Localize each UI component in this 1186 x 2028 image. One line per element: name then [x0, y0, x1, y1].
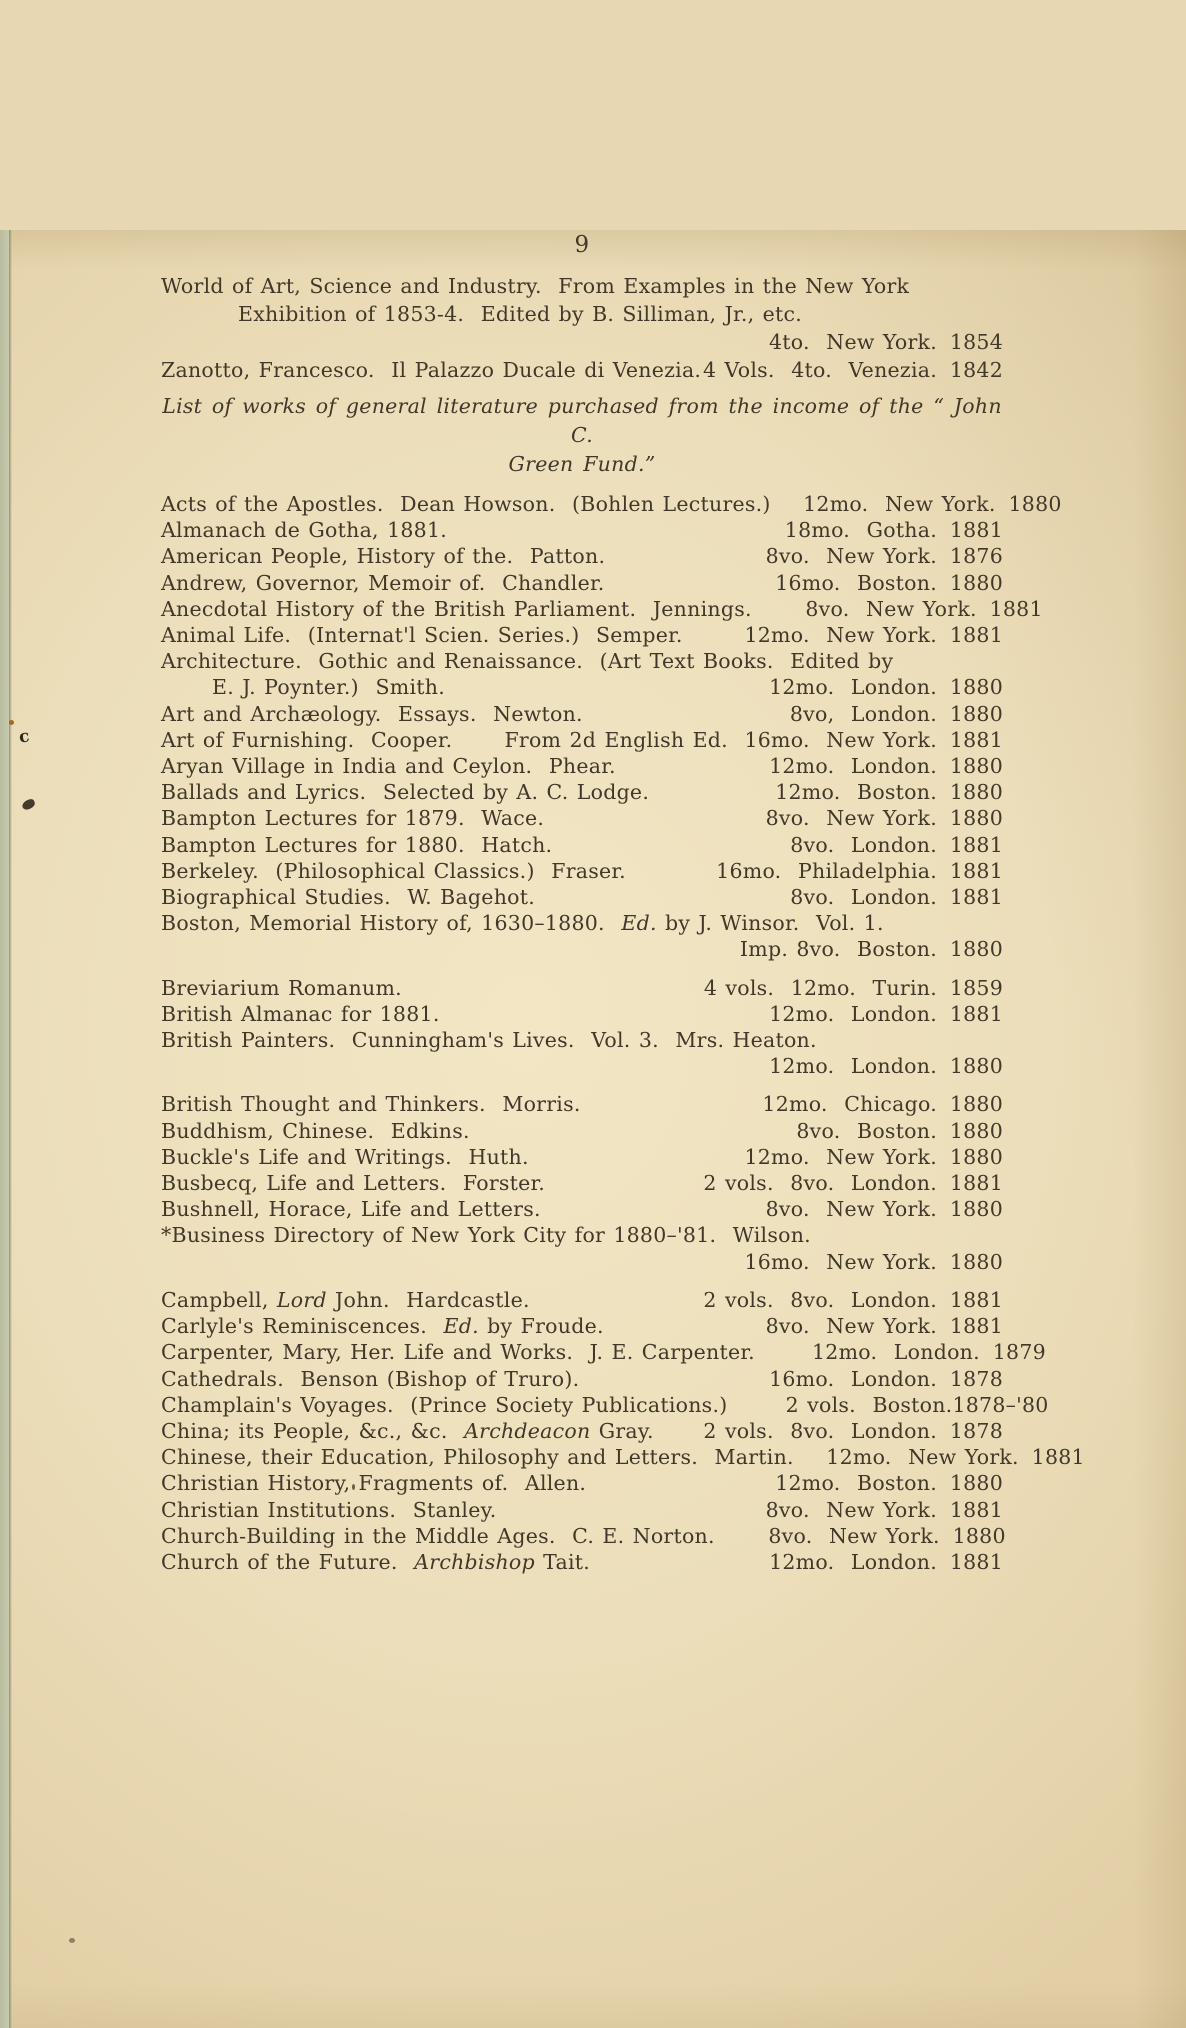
- entry-year: 1881: [949, 1287, 1003, 1312]
- entry-title: Architecture. Gothic and Renaissance. (Art Text Books. Edited by: [161, 649, 894, 674]
- section-heading-line2: Green Fund.”: [508, 452, 656, 476]
- entry-title: Animal Life. (Internat'l Scien. Series.) Semper.: [161, 623, 683, 648]
- entry-title: Exhibition of 1853-4. Edited by B. Silliman, Jr., etc.: [238, 302, 803, 326]
- catalog-row: [161, 858, 1003, 884]
- entry-format-place: 4to. New York.: [768, 330, 937, 354]
- entry-year: 1880: [949, 1144, 1003, 1169]
- entry-year: 1880: [949, 1092, 1003, 1117]
- ink-speck: [69, 1938, 75, 1943]
- entry-year: 1881: [949, 1497, 1003, 1522]
- entry-title: Bampton Lectures for 1880. Hatch.: [161, 832, 553, 857]
- entry-year: 1859: [949, 975, 1003, 1000]
- entry-year: 1854: [949, 330, 1003, 354]
- entry-format-place: 16mo. London.: [769, 1366, 937, 1391]
- entry-format-place: 12mo. London.: [769, 754, 937, 779]
- entry-year: 1880: [949, 570, 1003, 595]
- entry-format-place: 12mo. New York.: [744, 623, 937, 648]
- entry-format-place: From 2d English Ed. 16mo. New York.: [504, 727, 937, 752]
- entry-format-place: 8vo. New York.: [768, 1523, 940, 1548]
- catalog-row: [161, 975, 1003, 1001]
- entry-format-place: 12mo. New York.: [803, 492, 996, 516]
- entry-format-place: 16mo. New York.: [744, 1249, 937, 1274]
- catalog-row: [161, 805, 1003, 831]
- catalog-row: [161, 543, 1003, 569]
- entry-year: 1842: [949, 358, 1003, 382]
- entry-title: Bampton Lectures for 1879. Wace.: [161, 806, 545, 831]
- catalog-row: [161, 832, 1003, 858]
- catalog-row: [161, 1001, 1003, 1027]
- entry-format-place: 8vo. New York.: [765, 544, 937, 569]
- catalog-row: [161, 596, 1043, 622]
- entry-format-place: 8vo. Boston.: [796, 1118, 937, 1143]
- entry-title: Boston, Memorial History of, 1630–1880. Ed. by J. Winsor. Vol. 1.: [161, 911, 884, 936]
- entry-format-place: 2 vols. 8vo. London.: [703, 1418, 937, 1443]
- entry-title: British Almanac for 1881.: [161, 1001, 440, 1026]
- catalog-row: [161, 1170, 1003, 1196]
- catalog-row: [161, 727, 1003, 753]
- entry-format-place: 8vo. London.: [790, 885, 937, 910]
- entry-title: Christian History, Fragments of. Allen.: [161, 1471, 587, 1496]
- entry-title: Buckle's Life and Writings. Huth.: [161, 1144, 529, 1169]
- entry-title: Ballads and Lyrics. Selected by A. C. Lodge.: [161, 780, 650, 805]
- entry-title: Busbecq, Life and Letters. Forster.: [161, 1171, 546, 1196]
- entry-year: 1880: [949, 780, 1003, 805]
- entry-format-place: 8vo. New York.: [805, 596, 977, 621]
- catalog-list: [161, 491, 1085, 1575]
- entry-year: 1880: [1008, 492, 1062, 516]
- entry-year: 1880: [949, 1054, 1003, 1079]
- entry-year: 1880: [949, 937, 1003, 962]
- entry-year: 1881: [989, 596, 1043, 621]
- entry-format-place: 2 vols. 8vo. London.: [703, 1171, 937, 1196]
- catalog-row: [161, 1091, 1003, 1117]
- catalog-row: [161, 1497, 1003, 1523]
- catalog-row: [161, 328, 1003, 356]
- entry-year: 1878: [949, 1366, 1003, 1391]
- catalog-row: [161, 648, 1003, 674]
- catalog-row: [161, 517, 1003, 543]
- entry-format-place: 8vo. New York.: [765, 1197, 937, 1222]
- entry-format-place: 2 vols. 8vo. London.: [703, 1287, 937, 1312]
- entry-year: 1881: [949, 1001, 1003, 1026]
- catalog-row: [161, 1118, 1003, 1144]
- entry-year: 1880: [949, 1118, 1003, 1143]
- entry-title: Carlyle's Reminiscences. Ed. by Froude.: [161, 1314, 604, 1339]
- entry-format-place: 8vo, London.: [789, 701, 937, 726]
- catalog-row: [161, 1287, 1003, 1313]
- entry-title: Art of Furnishing. Cooper.: [161, 727, 453, 752]
- entry-title: Acts of the Apostles. Dean Howson. (Bohlen Lectures.): [161, 492, 771, 516]
- entry-title: Cathedrals. Benson (Bishop of Truro).: [161, 1366, 580, 1391]
- entry-format-place: 12mo. Boston.: [775, 780, 937, 805]
- entry-title: British Thought and Thinkers. Morris.: [161, 1092, 581, 1117]
- entry-format-place: 12mo. Boston.: [775, 1471, 937, 1496]
- entry-format-place: 16mo. Boston.: [775, 570, 937, 595]
- entry-format-place: 12mo. New York.: [826, 1445, 1019, 1470]
- catalog-row: [161, 300, 1003, 328]
- entry-year: 1881: [949, 885, 1003, 910]
- catalog-row: [161, 491, 1062, 517]
- entry-title: Berkeley. (Philosophical Classics.) Fraser.: [161, 858, 626, 883]
- section-heading: [161, 392, 1003, 479]
- entry-format-place: 16mo. Philadelphia.: [716, 858, 937, 883]
- catalog-row: [161, 356, 1003, 384]
- entry-title: Campbell, Lord John. Hardcastle.: [161, 1287, 530, 1312]
- entry-title: Buddhism, Chinese. Edkins.: [161, 1118, 470, 1143]
- entry-year: 1881: [949, 1171, 1003, 1196]
- catalog-row: [161, 1222, 1003, 1248]
- entry-title: Aryan Village in India and Ceylon. Phear.: [161, 754, 616, 779]
- entry-title: Christian Institutions. Stanley.: [161, 1497, 497, 1522]
- entry-year: 1880: [949, 1197, 1003, 1222]
- entry-year: 1880: [949, 754, 1003, 779]
- entry-year: 1881: [949, 518, 1003, 543]
- catalog-row: [161, 753, 1003, 779]
- top-entries: [161, 272, 1003, 384]
- catalog-row: [161, 674, 1003, 700]
- ink-speck: c: [17, 726, 31, 748]
- entry-format-place: 8vo. New York.: [765, 1314, 937, 1339]
- catalog-row: [161, 272, 1003, 300]
- entry-year: 1879: [992, 1340, 1046, 1365]
- entry-format-place: 4 Vols. 4to. Venezia.: [703, 358, 937, 382]
- entry-title: British Painters. Cunningham's Lives. Vol. 3. Mrs. Heaton.: [161, 1028, 817, 1053]
- entry-format-place: 12mo. London.: [769, 1549, 937, 1574]
- entry-title: Champlain's Voyages. (Prince Society Publications.): [161, 1392, 728, 1417]
- entry-year: 1878–'80: [952, 1392, 1049, 1417]
- catalog-row: [161, 701, 1003, 727]
- catalog-row: [161, 884, 1003, 910]
- entry-year: 1880: [949, 1249, 1003, 1274]
- entry-format-place: Imp. 8vo. Boston.: [739, 937, 937, 962]
- entry-title: Chinese, their Education, Philosophy and Letters. Martin.: [161, 1445, 794, 1470]
- entry-title: Biographical Studies. W. Bagehot.: [161, 885, 535, 910]
- entry-title: Anecdotal History of the British Parliament. Jennings.: [161, 596, 752, 621]
- entry-format-place: 12mo. London.: [812, 1340, 980, 1365]
- entry-year: 1880: [949, 675, 1003, 700]
- entry-year: 1880: [949, 806, 1003, 831]
- page-number: 9: [574, 232, 590, 258]
- catalog-row: [161, 1523, 1006, 1549]
- catalog-row: [161, 1366, 1003, 1392]
- entry-format-place: 2 vols. Boston.: [785, 1392, 953, 1417]
- entry-title: China; its People, &c., &c. Archdeacon Gray.: [161, 1418, 654, 1443]
- entry-format-place: 12mo. London.: [769, 675, 937, 700]
- entry-title: E. J. Poynter.) Smith.: [212, 675, 445, 700]
- entry-title: Church of the Future. Archbishop Tait.: [161, 1549, 591, 1574]
- catalog-row: [161, 1144, 1003, 1170]
- catalog-row: [161, 1027, 1003, 1053]
- entry-year: 1881: [949, 623, 1003, 648]
- entry-format-place: 12mo. New York.: [744, 1144, 937, 1169]
- entry-title: *Business Directory of New York City for 1880–'81. Wilson.: [161, 1223, 811, 1248]
- entry-format-place: 12mo. London.: [769, 1054, 937, 1079]
- entry-title: Bushnell, Horace, Life and Letters.: [161, 1197, 541, 1222]
- entry-year: 1881: [949, 858, 1003, 883]
- entry-year: 1880: [949, 1471, 1003, 1496]
- entry-format-place: 8vo. New York.: [765, 1497, 937, 1522]
- entry-year: 1881: [949, 727, 1003, 752]
- entry-year: 1880: [949, 701, 1003, 726]
- entry-title: Zanotto, Francesco. Il Palazzo Ducale di Venezia.: [161, 358, 702, 382]
- entry-format-place: 12mo. London.: [769, 1001, 937, 1026]
- catalog-row: [161, 1418, 1003, 1444]
- catalog-row: [161, 1053, 1003, 1079]
- scanned-catalog-page: [0, 230, 1186, 2028]
- entry-format-place: 12mo. Chicago.: [762, 1092, 937, 1117]
- entry-year: 1881: [949, 832, 1003, 857]
- entry-title: World of Art, Science and Industry. From Examples in the New York: [161, 274, 910, 298]
- entry-year: 1881: [1031, 1445, 1085, 1470]
- entry-year: 1881: [949, 1314, 1003, 1339]
- entry-format-place: 8vo. London.: [790, 832, 937, 857]
- entry-title: Church-Building in the Middle Ages. C. E. Norton.: [161, 1523, 715, 1548]
- catalog-row: [161, 1470, 1003, 1496]
- catalog-row: [161, 1313, 1003, 1339]
- entry-title: Breviarium Romanum.: [161, 975, 402, 1000]
- catalog-row: [161, 1549, 1003, 1575]
- entry-title: American People, History of the. Patton.: [161, 544, 606, 569]
- catalog-row: [161, 1444, 1085, 1470]
- catalog-row: [161, 1392, 1049, 1418]
- entry-year: 1880: [952, 1523, 1006, 1548]
- entry-year: 1878: [949, 1418, 1003, 1443]
- entry-year: 1876: [949, 544, 1003, 569]
- catalog-row: [161, 779, 1003, 805]
- entry-format-place: 18mo. Gotha.: [784, 518, 937, 543]
- entry-title: Almanach de Gotha, 1881.: [161, 518, 448, 543]
- entry-title: Carpenter, Mary, Her. Life and Works. J. E. Carpenter.: [161, 1340, 755, 1365]
- catalog-row: [161, 910, 1003, 936]
- catalog-row: [161, 570, 1003, 596]
- catalog-row: [161, 1339, 1046, 1365]
- catalog-row: [161, 622, 1003, 648]
- entry-title: Art and Archæology. Essays. Newton.: [161, 701, 583, 726]
- catalog-row: [161, 1196, 1003, 1222]
- catalog-row: [161, 936, 1003, 962]
- entry-title: Andrew, Governor, Memoir of. Chandler.: [161, 570, 605, 595]
- section-heading-line1: List of works of general literature purchased from the income of the “ John C.: [162, 394, 1002, 447]
- catalog-row: [161, 1249, 1003, 1275]
- entry-format-place: 8vo. New York.: [765, 806, 937, 831]
- entry-format-place: 4 vols. 12mo. Turin.: [703, 975, 937, 1000]
- page-content: [0, 230, 1085, 1575]
- entry-year: 1881: [949, 1549, 1003, 1574]
